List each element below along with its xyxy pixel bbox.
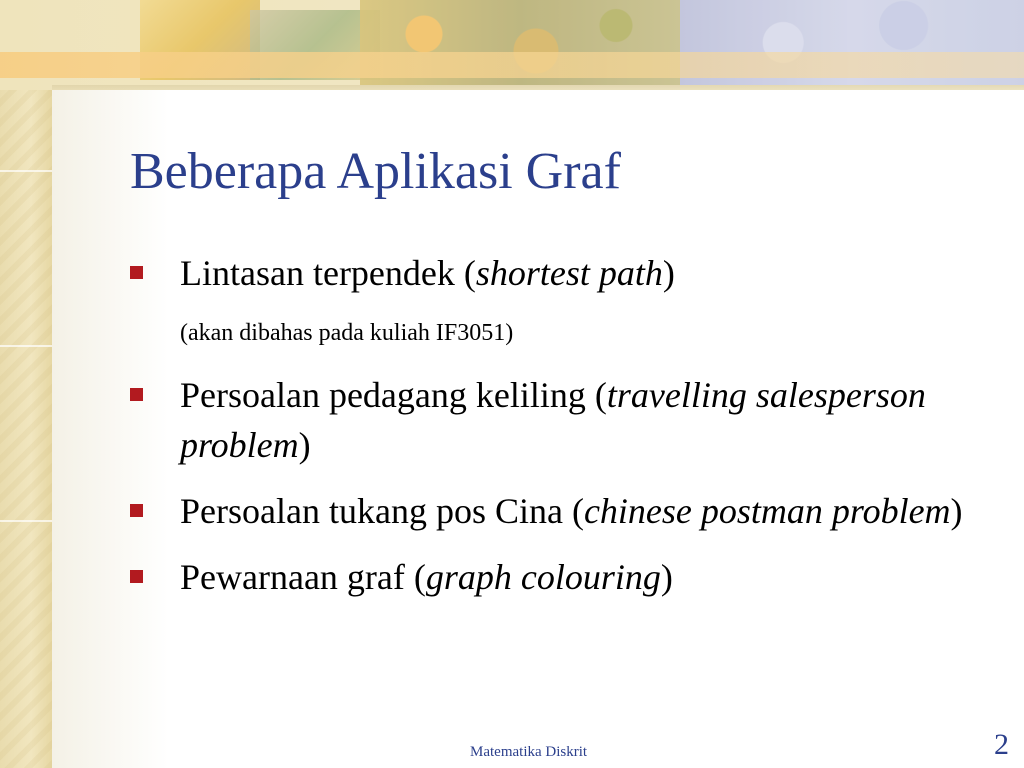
square-bullet-icon <box>130 570 143 583</box>
bullet-italic-term: travelling salesperson problem <box>180 375 926 465</box>
square-bullet-icon <box>130 504 143 517</box>
square-bullet-icon <box>130 266 143 279</box>
strip-seam <box>0 520 52 522</box>
slide-title: Beberapa Aplikasi Graf <box>130 143 621 200</box>
bullet-close-paren: ) <box>298 425 311 465</box>
strip-seam <box>0 170 52 172</box>
bullet-item-shortest-path <box>130 248 990 298</box>
left-decorative-strip <box>0 0 52 768</box>
top-decorative-banner <box>0 0 1024 90</box>
bullet-italic-term: shortest path <box>475 253 663 293</box>
bullet-item-chinese-postman <box>130 486 990 536</box>
bullet-list <box>130 248 990 602</box>
bullet-close-paren: ) <box>662 253 675 293</box>
footer-course-name: Matematika Diskrit <box>470 744 588 760</box>
bullet-close-paren: ) <box>660 557 673 597</box>
square-bullet-icon <box>130 388 143 401</box>
bullet-text: Pewarnaan graf ( <box>180 557 426 597</box>
bullet-italic-term: graph colouring <box>425 557 661 597</box>
strip-seam <box>0 345 52 347</box>
banner-gold-bar <box>0 52 1024 78</box>
bullet-sub-note: (akan dibahas pada kuliah IF3051) <box>180 320 514 346</box>
bullet-text: Persoalan tukang pos Cina ( <box>180 491 584 531</box>
bullet-item-travelling-salesperson <box>130 370 990 470</box>
bullet-text: Lintasan terpendek ( <box>180 253 476 293</box>
slide-page-number: 2 <box>994 728 1009 761</box>
bullet-close-paren: ) <box>950 491 963 531</box>
bullet-item-graph-colouring <box>130 552 990 602</box>
bullet-text: Persoalan pedagang keliling ( <box>180 375 607 415</box>
bullet-italic-term: chinese postman problem <box>583 491 951 531</box>
